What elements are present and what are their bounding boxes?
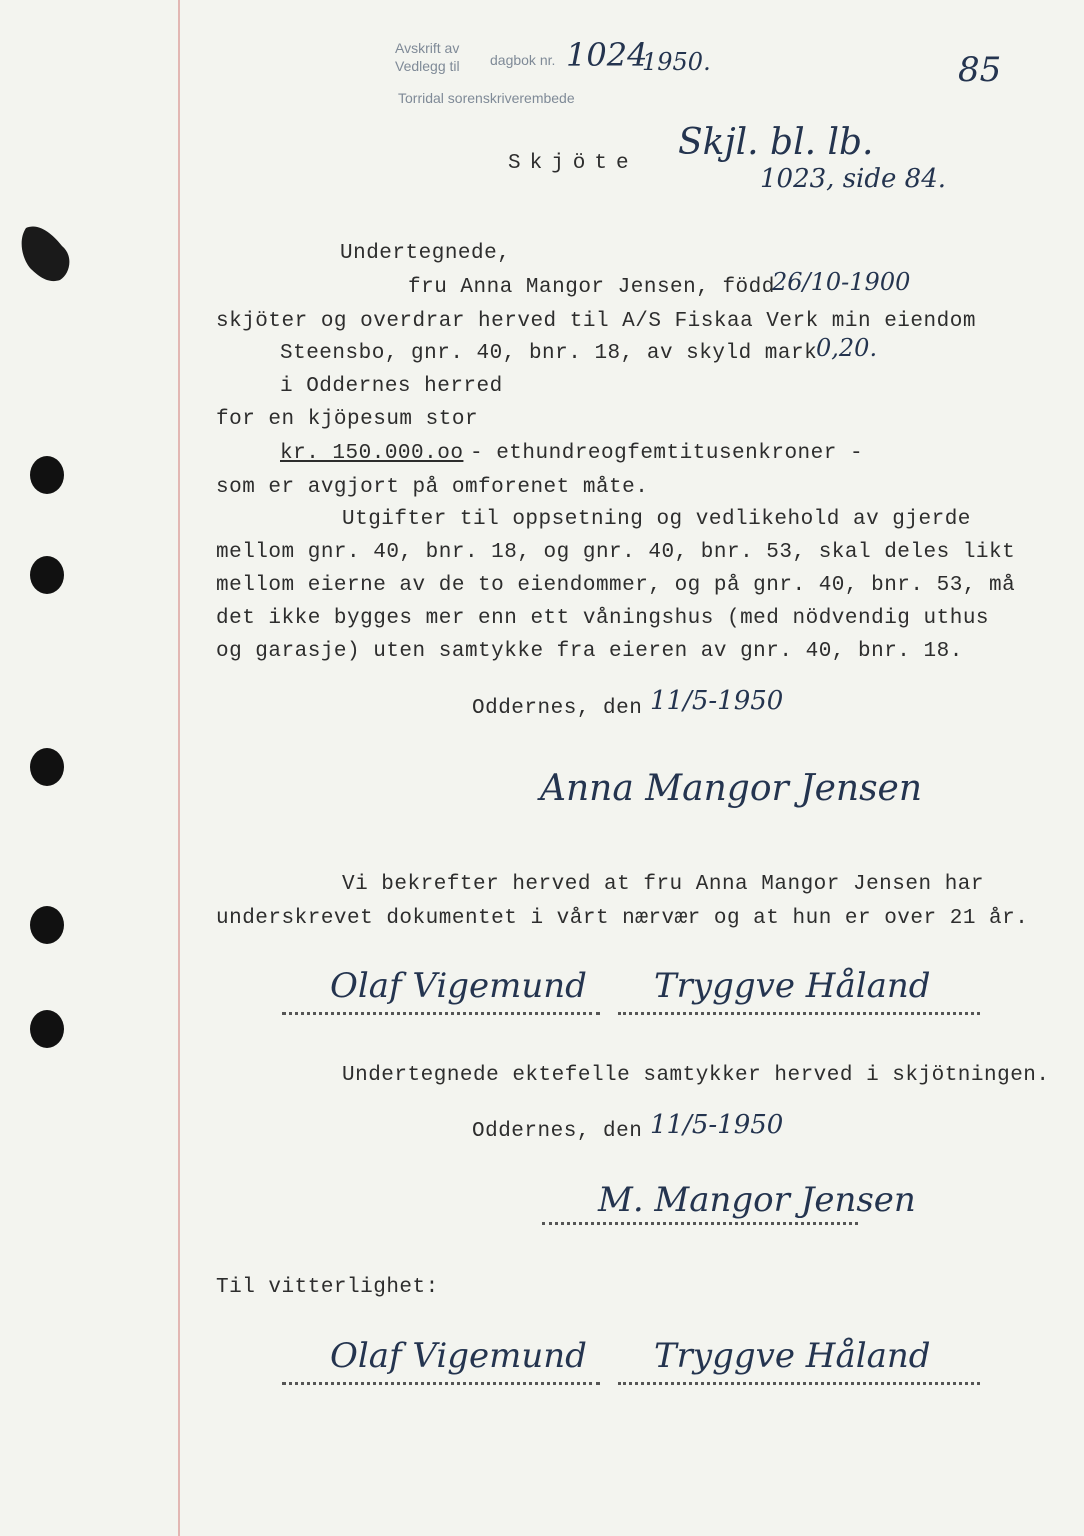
stamp-line-3: Torridal sorenskriverembede [398,90,575,106]
signature-witness-3: Olaf Vigemund [330,1336,587,1376]
page-number: 85 [958,50,1002,90]
punch-hole [30,906,64,944]
place-date-1: Oddernes, den [472,697,643,720]
body-line: skjöter og overdrar herved til A/S Fiskaa Verk min eiendom [216,310,976,333]
purchase-amount: kr. 150.000.oo [280,442,464,465]
body-line: Steensbo, gnr. 40, bnr. 18, av skyld mark [280,342,818,365]
punch-hole [30,748,64,786]
body-line: Undertegnede, [340,242,511,265]
witness-label: Til vitterlighet: [216,1276,439,1299]
body-line: - ethundreogfemtitusenkroner - [470,442,864,465]
body-line: og garasje) uten samtykke fra eieren av gnr. 40, bnr. 18. [216,640,963,663]
body-line: Utgifter til oppsetning og vedlikehold av gjerde [342,508,971,531]
body-line: i Oddernes herred [280,375,503,398]
signature-line [282,1012,600,1015]
stamp-line-1: Avskrift av [395,40,460,56]
date-2-hand: 11/5-1950 [650,1110,784,1140]
skyld-value: 0,20. [816,334,878,362]
signature-line [542,1222,858,1225]
margin-rule [178,0,180,1536]
body-line: mellom gnr. 40, bnr. 18, og gnr. 40, bnr. 53, skal deles likt [216,541,1016,564]
signature-seller: Anna Mangor Jensen [540,768,923,809]
body-line: Vi bekrefter herved at fru Anna Mangor Jensen har [342,873,985,896]
place-date-2: Oddernes, den [472,1120,643,1143]
birth-date: 26/10-1900 [772,268,911,296]
annotation-top: Skjl. bl. lb. [678,122,874,163]
stamp-line-2: Vedlegg til [395,58,460,74]
document-title: Skjöte [508,152,638,175]
dagbok-year: 1950. [642,48,711,76]
body-line: som er avgjort på omforenet måte. [216,476,649,499]
body-line: det ikke bygges mer enn ett våningshus (med nödvendig uthus [216,607,990,630]
signature-line [618,1382,980,1385]
signature-spouse: M. Mangor Jensen [598,1180,916,1220]
signature-witness-4: Tryggve Håland [654,1336,931,1376]
date-1-hand: 11/5-1950 [650,686,784,716]
punch-hole [30,556,64,594]
body-line: fru Anna Mangor Jensen, född [408,276,775,299]
spouse-consent: Undertegnede ektefelle samtykker herved i skjötningen. [342,1064,1050,1087]
torn-edge-mark [18,222,78,292]
body-line: for en kjöpesum stor [216,408,479,431]
annotation-ref: 1023, side 84. [760,164,946,194]
signature-line [282,1382,600,1385]
punch-hole [30,1010,64,1048]
signature-witness-2: Tryggve Håland [654,966,931,1006]
signature-witness-1: Olaf Vigemund [330,966,587,1006]
body-line: mellom eierne av de to eiendommer, og på gnr. 40, bnr. 53, må [216,574,1016,597]
dagbok-label: dagbok nr. [490,52,556,68]
dagbok-number: 1024 [566,36,648,74]
punch-hole [30,456,64,494]
signature-line [618,1012,980,1015]
body-line: underskrevet dokumentet i vårt nærvær og at hun er over 21 år. [216,907,1029,930]
